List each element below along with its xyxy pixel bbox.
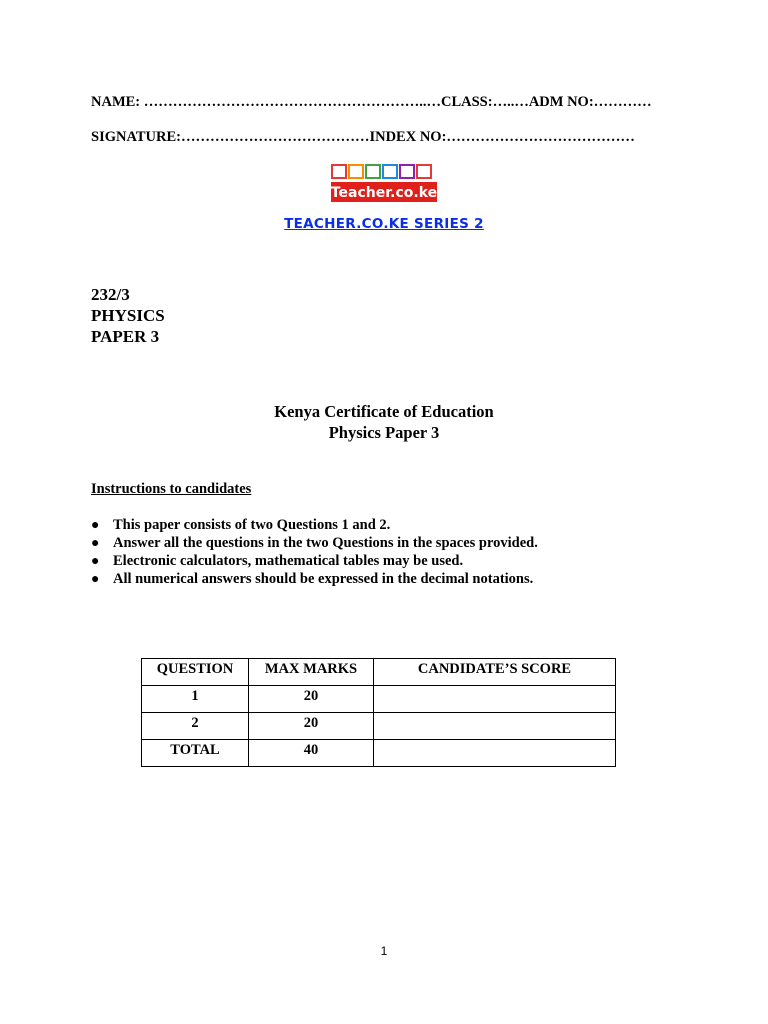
- bullet-icon: ●: [91, 572, 100, 587]
- bullet-icon: ●: [91, 536, 100, 551]
- bullet-icon: ●: [91, 554, 100, 569]
- signature-index-line: SIGNATURE:…………………………………INDEX NO:…………………………………: [91, 129, 635, 145]
- table-cell: TOTAL: [142, 740, 249, 767]
- exam-title: Kenya Certificate of Education: [274, 402, 494, 421]
- table-cell: 1: [142, 686, 249, 713]
- list-item: [91, 516, 538, 534]
- bullet-icon: ●: [91, 518, 100, 533]
- instructions-heading: Instructions to candidates: [91, 481, 252, 497]
- column-header: MAX MARKS: [249, 659, 374, 686]
- table-cell: 20: [249, 713, 374, 740]
- page-number: 1: [380, 944, 388, 958]
- instruction-text: Answer all the questions in the two Questions in the spaces provided.: [113, 535, 538, 551]
- table-row: [142, 713, 616, 740]
- list-item: [91, 534, 538, 552]
- table-cell: 40: [249, 740, 374, 767]
- score-table: [141, 658, 616, 767]
- score-cell[interactable]: [374, 686, 616, 713]
- name-class-adm-line: NAME: …………………………………………………..…CLASS:…..…ADM NO:…………: [91, 94, 652, 110]
- teacher-logo: [331, 164, 437, 202]
- paper-number: PAPER 3: [91, 327, 160, 346]
- series-link[interactable]: TEACHER.CO.KE SERIES 2: [284, 216, 484, 232]
- paper-code: 232/3: [91, 285, 130, 304]
- instruction-text: All numerical answers should be expressed in the decimal notations.: [113, 571, 534, 587]
- table-cell: 2: [142, 713, 249, 740]
- instructions-list: [91, 516, 538, 588]
- paper-subject: PHYSICS: [91, 306, 165, 325]
- column-header: CANDIDATE’S SCORE: [374, 659, 616, 686]
- column-header: QUESTION: [142, 659, 249, 686]
- exam-subtitle: Physics Paper 3: [328, 423, 440, 442]
- table-row: [142, 686, 616, 713]
- list-item: [91, 552, 538, 570]
- score-cell[interactable]: [374, 713, 616, 740]
- instruction-text: Electronic calculators, mathematical tables may be used.: [113, 553, 464, 569]
- table-header-row: [142, 659, 616, 686]
- table-cell: 20: [249, 686, 374, 713]
- table-row: [142, 740, 616, 767]
- svg-text:Teacher.co.ke: Teacher.co.ke: [331, 185, 437, 201]
- list-item: [91, 570, 538, 588]
- score-cell[interactable]: [374, 740, 616, 767]
- instruction-text: This paper consists of two Questions 1 and 2.: [113, 517, 391, 533]
